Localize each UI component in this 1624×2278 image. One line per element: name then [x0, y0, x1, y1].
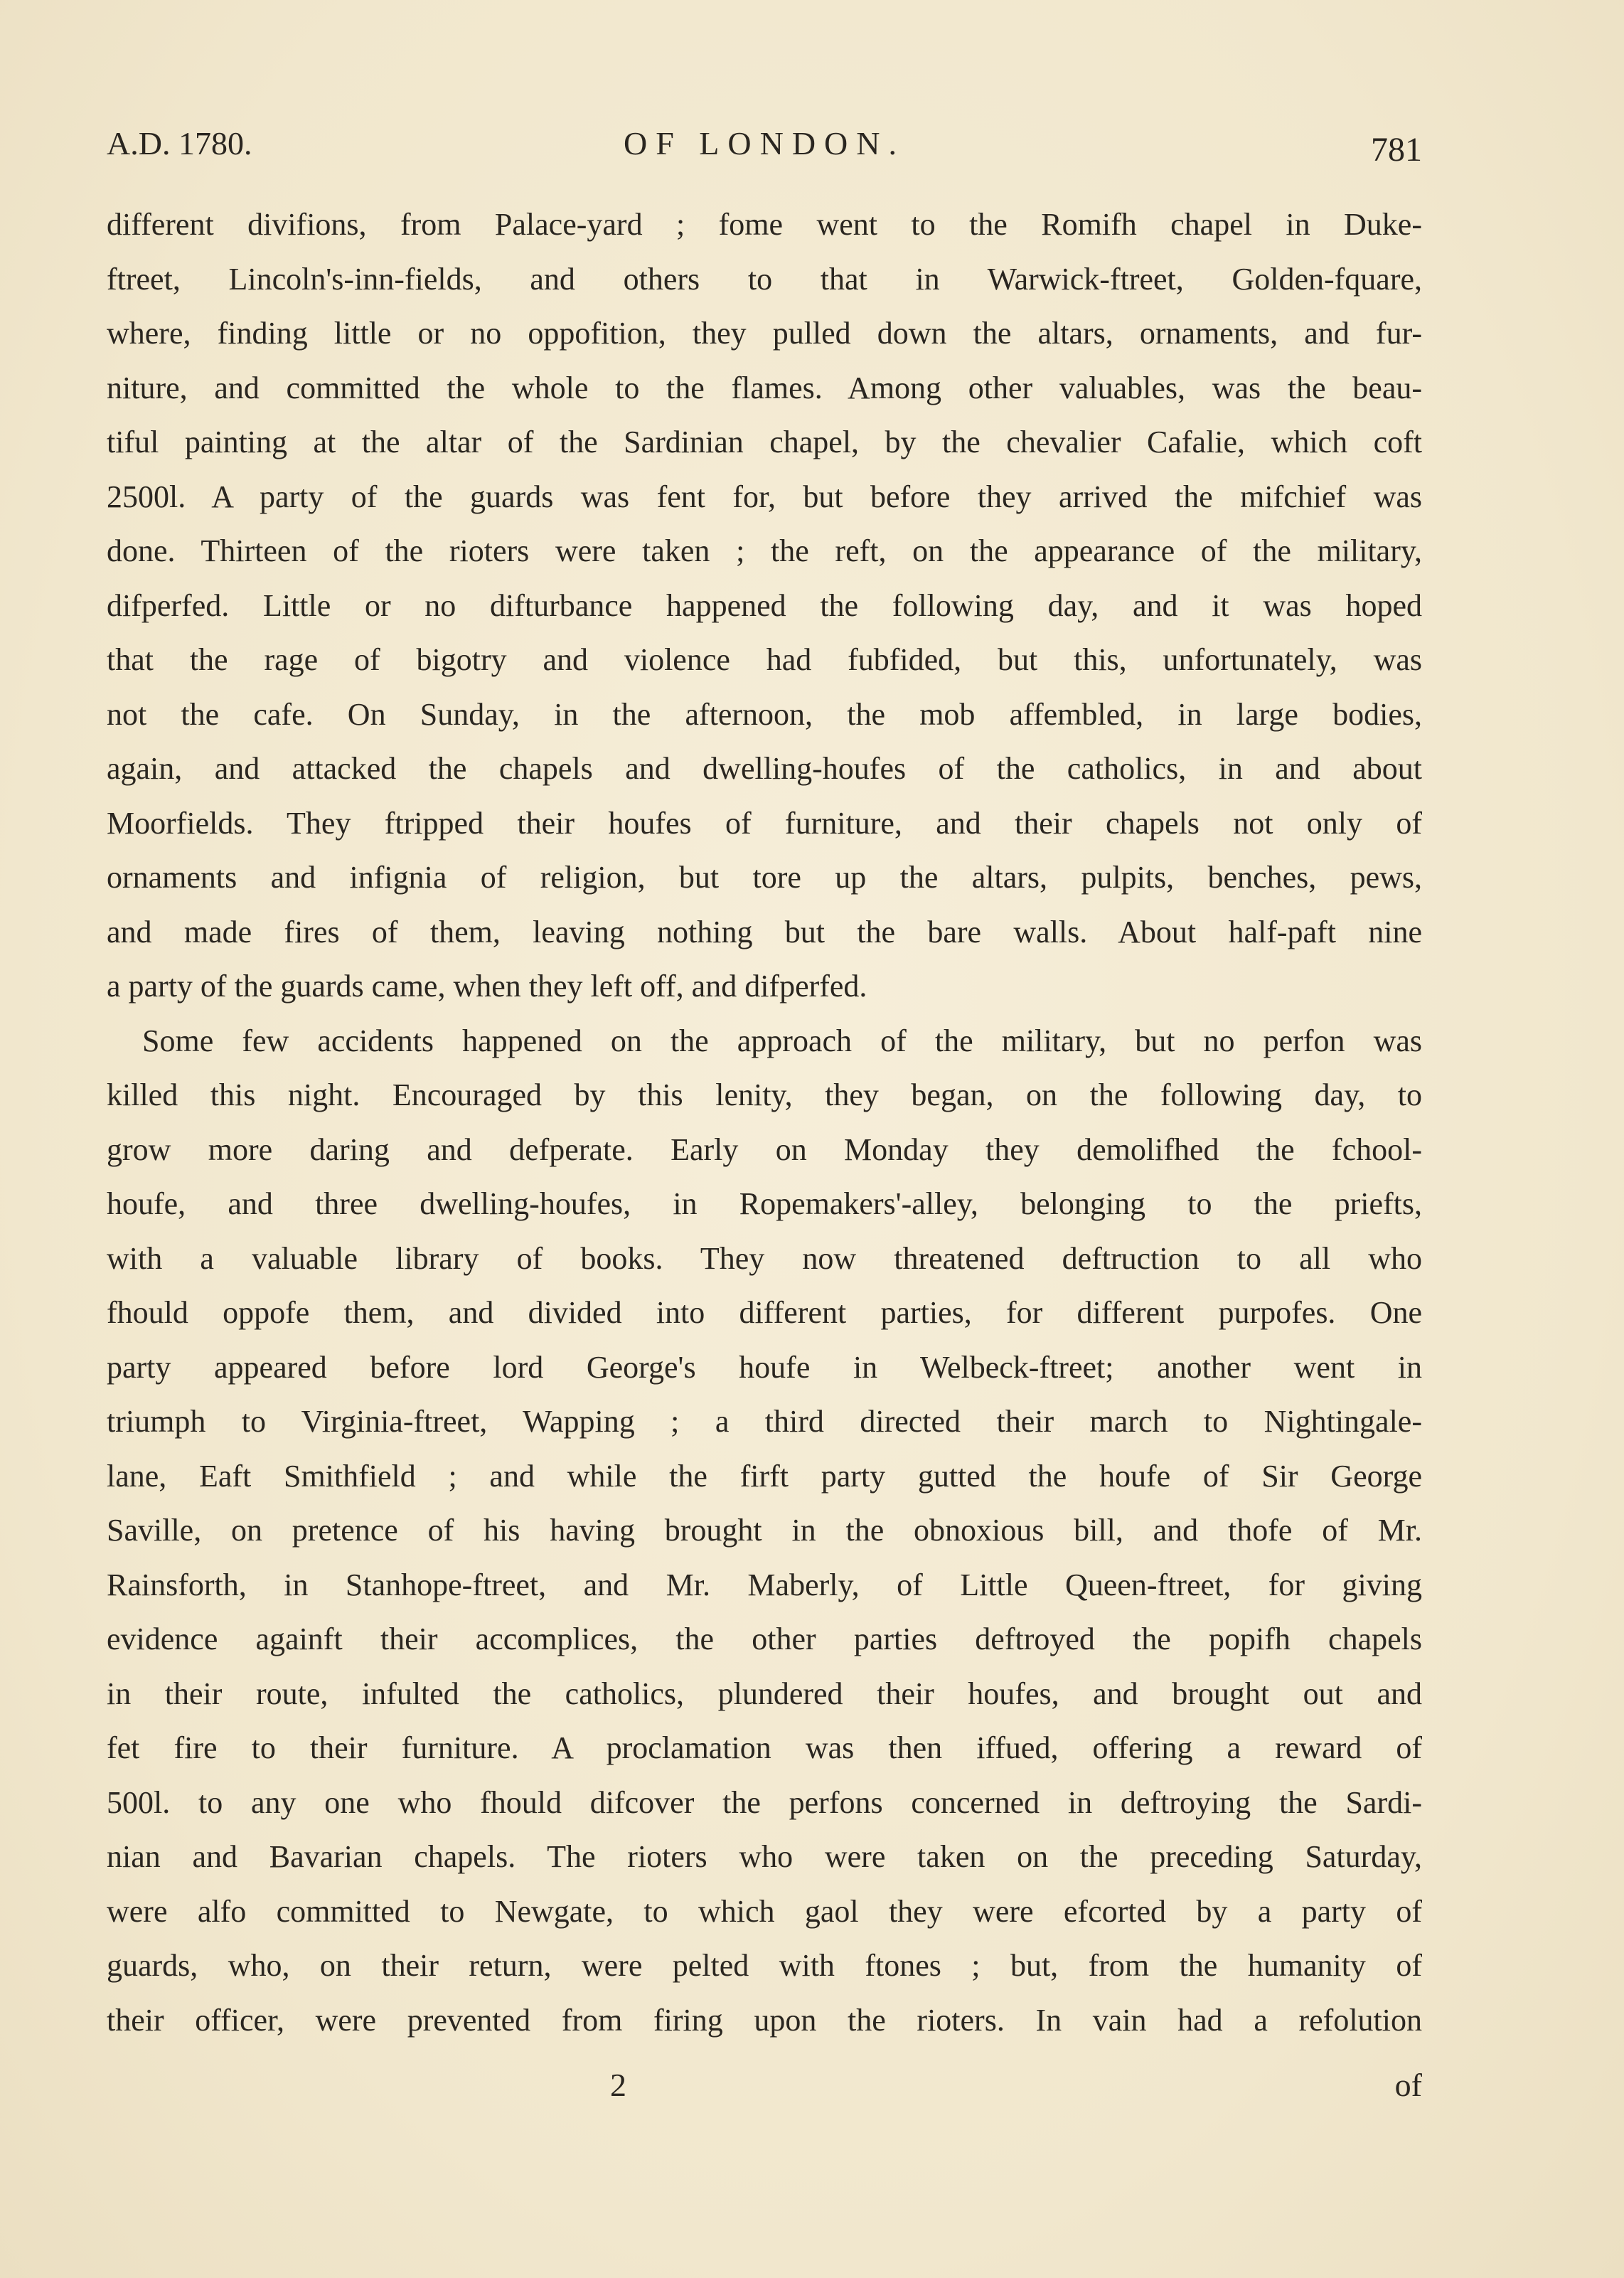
header-title: OF LONDON. [624, 125, 905, 161]
paragraph-start-line: Some few accidents happened on the approach of the military, but no perfon was [142, 1023, 1422, 1058]
text-line: triumph to Virginia-ftreet, Wapping ; a third directed their march to Nightingale- [107, 1404, 1422, 1439]
text-line: that the rage of bigotry and violence had fubfided, but this, unfortunately, was [107, 642, 1422, 677]
text-line: niture, and committed the whole to the flames. Among other valuables, was the beau- [107, 370, 1422, 405]
page-number: 781 [1371, 131, 1422, 169]
page-footer [107, 2066, 1422, 2116]
text-line: where, finding little or no oppofition, they pulled down the altars, ornaments, and fur- [107, 316, 1422, 351]
text-line: in their route, infulted the catholics, plundered their houfes, and brought out and [107, 1676, 1422, 1711]
text-line: ornaments and infignia of religion, but tore up the altars, pulpits, benches, pews, [107, 860, 1422, 895]
text-line: 500l. to any one who fhould difcover the perfons concerned in deftroying the Sardi- [107, 1784, 1422, 1820]
text-line: fhould oppofe them, and divided into different parties, for different purpofes. One [107, 1295, 1422, 1330]
text-line: Saville, on pretence of his having brought in the obnoxious bill, and thofe of Mr. [107, 1513, 1422, 1548]
signature-mark: 2 [610, 2067, 626, 2103]
text-line: 2500l. A party of the guards was fent for, but before they arrived the mifchief was [107, 479, 1422, 514]
text-line: and made fires of them, leaving nothing but the bare walls. About half-paft nine [107, 914, 1422, 949]
text-line: nian and Bavarian chapels. The rioters who were taken on the preceding Saturday, [107, 1839, 1422, 1874]
text-line: a party of the guards came, when they left off, and difperfed. [107, 969, 867, 1004]
text-line: killed this night. Encouraged by this lenity, they began, on the following day, to [107, 1077, 1422, 1112]
text-line: party appeared before lord George's houfe in Welbeck-ftreet; another went in [107, 1349, 1422, 1385]
text-line: fet fire to their furniture. A proclamation was then iffued, offering a reward of [107, 1730, 1422, 1765]
text-line: Moorfields. They ftripped their houfes of furniture, and their chapels not only of [107, 805, 1422, 841]
text-line: their officer, were prevented from firing upon the rioters. In vain had a refolution [107, 2002, 1422, 2038]
text-line: with a valuable library of books. They now threatened deftruction to all who [107, 1240, 1422, 1276]
text-line: were alfo committed to Newgate, to which gaol they were efcorted by a party of [107, 1893, 1422, 1929]
text-line: done. Thirteen of the rioters were taken ; the reft, on the appearance of the military, [107, 533, 1422, 568]
text-line: not the cafe. On Sunday, in the afternoon, the mob affembled, in large bodies, [107, 696, 1422, 732]
text-line: ftreet, Lincoln's-inn-fields, and others to that in Warwick-ftreet, Golden-fquare, [107, 261, 1422, 297]
catchword: of [1394, 2067, 1422, 2103]
header-date: A.D. 1780. [107, 125, 252, 161]
text-line: Rainsforth, in Stanhope-ftreet, and Mr. Maberly, of Little Queen-ftreet, for giving [107, 1567, 1422, 1602]
running-header [107, 124, 1422, 181]
text-line: evidence againft their accomplices, the other parties deftroyed the popifh chapels [107, 1622, 1422, 1656]
text-line: difperfed. Little or no difturbance happened the following day, and it was hoped [107, 587, 1422, 623]
text-line: guards, who, on their return, were pelted with ftones ; but, from the humanity of [107, 1948, 1422, 1983]
text-line: different divifions, from Palace-yard ; fome went to the Romifh chapel in Duke- [107, 207, 1422, 242]
text-line: again, and attacked the chapels and dwelling-houfes of the catholics, in and about [107, 751, 1422, 786]
text-line: lane, Eaft Smithfield ; and while the firft party gutted the houfe of Sir George [107, 1458, 1422, 1494]
text-line: tiful painting at the altar of the Sardinian chapel, by the chevalier Cafalie, which coft [107, 425, 1422, 459]
body-text [107, 198, 1422, 2048]
text-line: grow more daring and defperate. Early on Monday they demolifhed the fchool- [107, 1132, 1422, 1167]
text-line: houfe, and three dwelling-houfes, in Ropemakers'-alley, belonging to the priefts, [107, 1186, 1422, 1221]
